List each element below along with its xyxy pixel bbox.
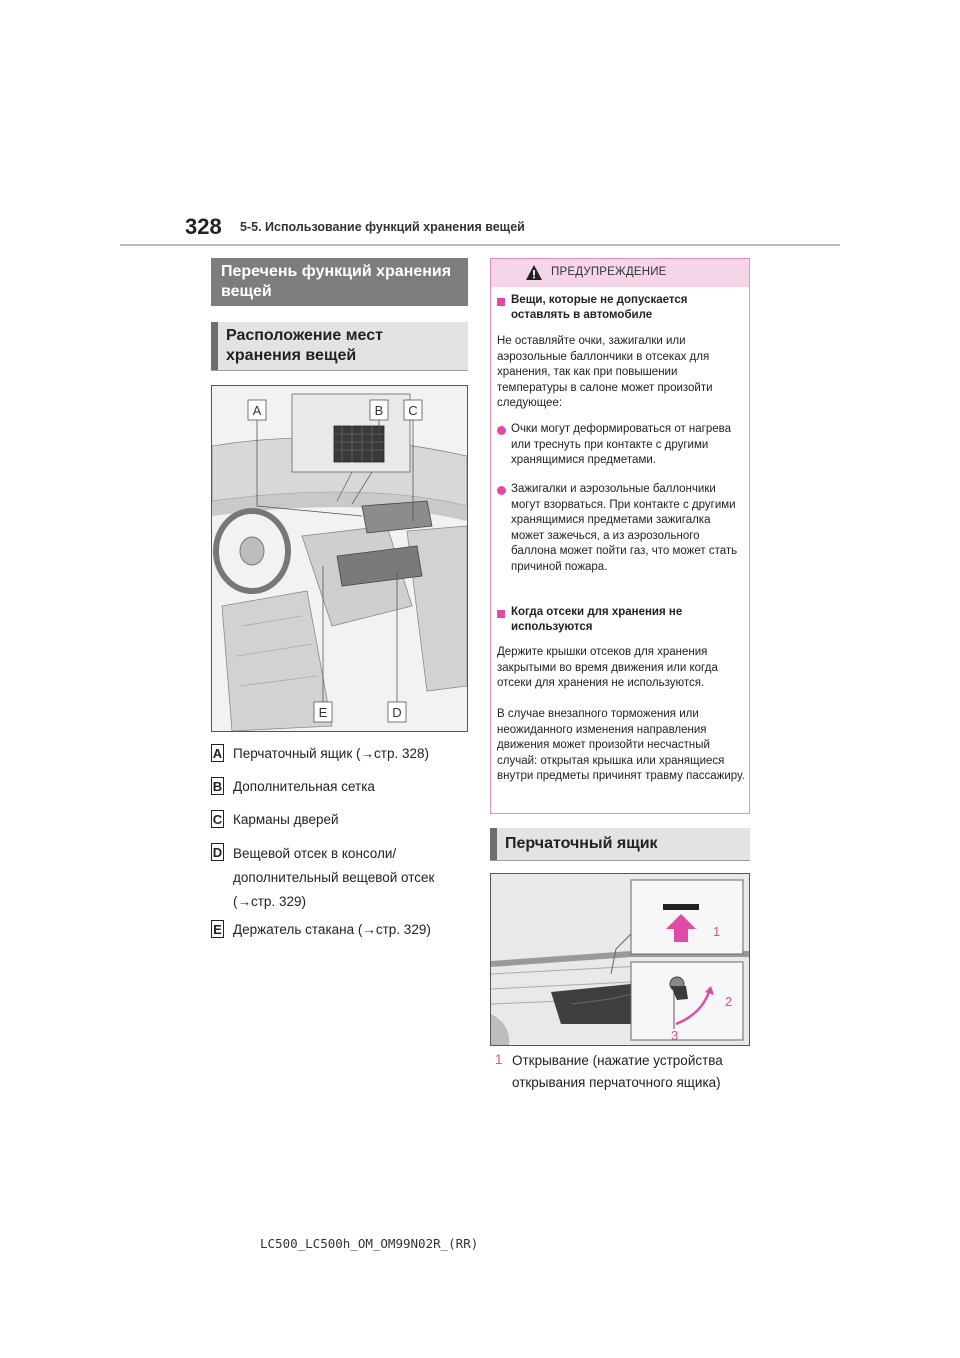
step-number: 1 bbox=[495, 1052, 503, 1067]
warning-heading: Когда отсеки для хранения не используются bbox=[511, 606, 683, 633]
step-text: Открывание (нажатие устройства открывания перчаточного ящика) bbox=[512, 1053, 723, 1090]
step-label-1: 1 bbox=[713, 924, 721, 939]
figure-label-e: E bbox=[318, 705, 328, 720]
legend-letter: C bbox=[212, 812, 223, 827]
legend-text: Вещевой отсек в консоли/ дополнительный вещевой отсек (→стр. 329) bbox=[233, 846, 435, 909]
warning-title: ПРЕДУПРЕЖДЕНИЕ bbox=[551, 266, 667, 278]
glove-box-illustration bbox=[491, 874, 749, 1045]
interior-storage-figure bbox=[211, 385, 468, 732]
warning-paragraph: Не оставляйте очки, зажигалки или аэрозольные баллончики в отсеках для хранения, так как при повышении температуры в салоне может произойти следующее: bbox=[497, 335, 713, 409]
warning-paragraph: Держите крышки отсеков для хранения закрытыми во время движения или когда отсеки для хранения не используются. bbox=[497, 646, 718, 689]
legend-text: Перчаточный ящик (→стр. 328) bbox=[233, 746, 429, 761]
warning-bullet: Очки могут деформироваться от нагрева или треснуть при контакте с другими хранящимися предметами. bbox=[511, 423, 732, 466]
section-title-glove-box: Перчаточный ящик bbox=[490, 828, 750, 860]
figure-label-c: C bbox=[408, 403, 418, 418]
legend-text: Карманы дверей bbox=[233, 812, 339, 827]
subsection-divider bbox=[211, 370, 468, 371]
round-bullet-icon bbox=[497, 486, 506, 495]
legend-letter: D bbox=[212, 845, 223, 860]
legend-text: Держатель стакана (→стр. 329) bbox=[233, 922, 431, 937]
legend-letter: B bbox=[212, 779, 223, 794]
document-code: LC500_LC500h_OM_OM99N02R_(RR) bbox=[260, 1236, 479, 1251]
glove-box-figure bbox=[490, 873, 750, 1046]
page-number: 328 bbox=[185, 214, 222, 239]
section-divider bbox=[490, 860, 750, 861]
step-label-3: 3 bbox=[671, 1028, 679, 1043]
figure-label-d: D bbox=[392, 705, 402, 720]
warning-icon bbox=[525, 264, 543, 281]
round-bullet-icon bbox=[497, 426, 506, 435]
header-divider bbox=[120, 244, 840, 246]
square-bullet-icon bbox=[497, 298, 505, 306]
square-bullet-icon bbox=[497, 610, 505, 618]
warning-title-bar bbox=[491, 259, 749, 287]
subsection-title-storage-location: Расположение мест хранения вещей bbox=[211, 322, 468, 370]
legend-letter: E bbox=[211, 920, 224, 938]
figure-label-a: A bbox=[252, 403, 262, 418]
chapter-title: 5-5. Использование функций хранения вещей bbox=[240, 220, 525, 234]
warning-bullet: Зажигалки и аэрозольные баллончики могут взорваться. При контакте с другими хранящимися предметами зажигалка может зажечься, а из аэрозольного баллона может пойти газ, что может стать причиной пожара. bbox=[511, 483, 738, 573]
warning-paragraph: В случае внезапного торможения или неожиданного изменения направления движения может произойти несчастный случай: открытая крышка или хранящиеся внутри предметы причинят травму пассажиру. bbox=[497, 708, 745, 782]
step-label-2: 2 bbox=[725, 994, 733, 1009]
warning-box bbox=[490, 258, 750, 814]
interior-illustration bbox=[212, 386, 467, 731]
warning-heading: Вещи, которые не допускается оставлять в автомобиле bbox=[511, 294, 688, 321]
section-title-storage-list: Перечень функций хранения вещей bbox=[211, 258, 468, 306]
legend-text: Дополнительная сетка bbox=[233, 779, 375, 794]
figure-label-b: B bbox=[374, 403, 384, 418]
legend-letter: A bbox=[212, 746, 223, 761]
